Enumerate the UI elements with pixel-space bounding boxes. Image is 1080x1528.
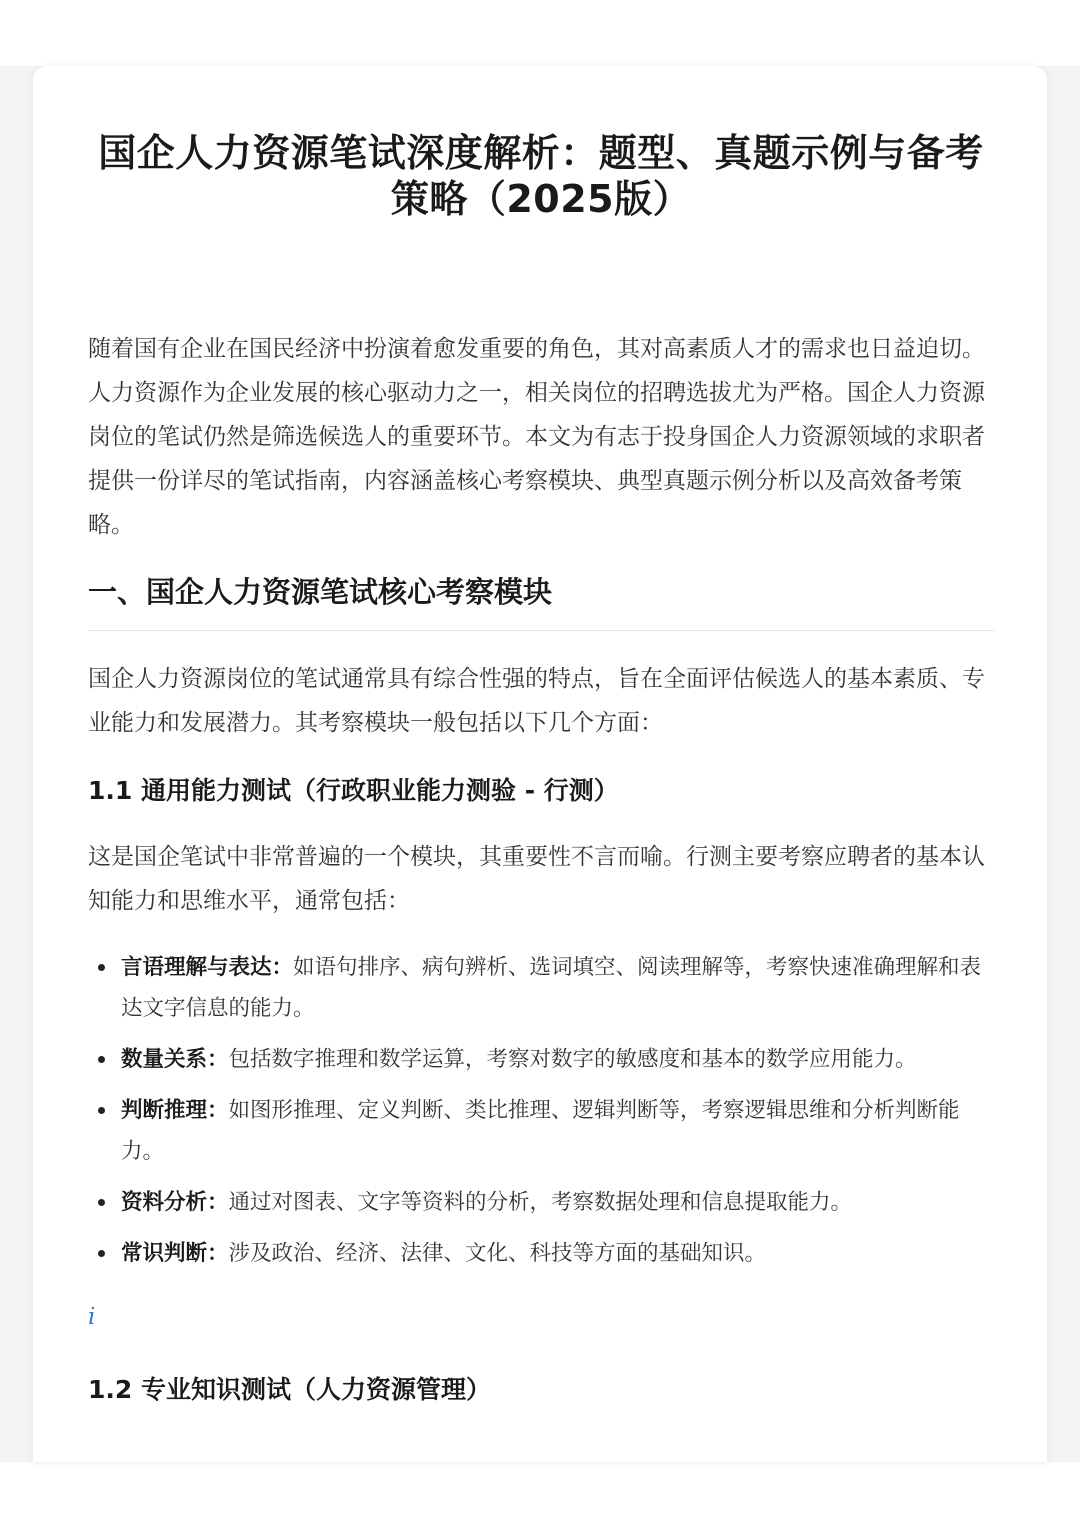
article-title: 国企人力资源笔试深度解析：题型、真题示例与备考策略（2025版） — [98, 131, 984, 221]
info-icon[interactable]: i — [88, 1304, 96, 1330]
subsection-heading-professional-knowledge: 1.2 专业知识测试（人力资源管理） — [88, 1375, 491, 1404]
bullet-icon — [98, 1250, 105, 1257]
section-intro-paragraph: 国企人力资源岗位的笔试通常具有综合性强的特点，旨在全面评估候选人的基本素质、专业能力和发展潜力。其考察模块一般包括以下几个方面： — [88, 666, 985, 736]
list-item-desc: 如图形推理、定义判断、类比推理、逻辑判断等，考察逻辑思维和分析判断能力。 — [121, 1098, 960, 1164]
list-item — [88, 1039, 994, 1080]
bullet-icon — [98, 1107, 105, 1114]
list-item-term: 资料分析： — [121, 1190, 229, 1215]
intro-paragraph: 随着国有企业在国民经济中扮演着愈发重要的角色，其对高素质人才的需求也日益迫切。人力资源作为企业发展的核心驱动力之一，相关岗位的招聘选拔尤为严格。国企人力资源岗位的笔试仍然是筛选候选人的重要环节。本文为有志于投身国企人力资源领域的求职者提供一份详尽的笔试指南，内容涵盖核心考察模块、典型真题示例分析以及高效备考策略。 — [88, 336, 985, 538]
list-item-desc: 如语句排序、病句辨析、选词填空、阅读理解等，考察快速准确理解和表达文字信息的能力。 — [121, 955, 982, 1021]
list-item — [88, 1090, 994, 1172]
list-item-term: 常识判断： — [121, 1241, 229, 1266]
list-item-desc: 涉及政治、经济、法律、文化、科技等方面的基础知识。 — [228, 1241, 767, 1266]
list-item-term: 言语理解与表达： — [121, 955, 294, 980]
article-content — [88, 66, 994, 1410]
list-item — [88, 1182, 994, 1223]
bottom-margin — [0, 1462, 1080, 1528]
list-item-desc: 包括数字推理和数学运算，考察对数字的敏感度和基本的数学应用能力。 — [228, 1047, 917, 1072]
top-margin — [0, 0, 1080, 66]
list-item — [88, 1233, 994, 1274]
article-card — [33, 66, 1047, 1462]
list-item-term: 判断推理： — [121, 1098, 229, 1123]
ability-test-list — [88, 947, 994, 1274]
bullet-icon — [98, 1056, 105, 1063]
bullet-icon — [98, 1199, 105, 1206]
section-heading-core-modules: 一、国企人力资源笔试核心考察模块 — [88, 569, 994, 631]
bullet-icon — [98, 964, 105, 971]
general-ability-paragraph: 这是国企笔试中非常普遍的一个模块，其重要性不言而喻。行测主要考察应聘者的基本认知能力和思维水平，通常包括： — [88, 844, 985, 914]
list-item-term: 数量关系： — [121, 1047, 229, 1072]
list-item-desc: 通过对图表、文字等资料的分析，考察数据处理和信息提取能力。 — [228, 1190, 853, 1215]
list-item — [88, 947, 994, 1029]
subsection-heading-general-ability: 1.1 通用能力测试（行政职业能力测验 - 行测） — [88, 776, 619, 805]
